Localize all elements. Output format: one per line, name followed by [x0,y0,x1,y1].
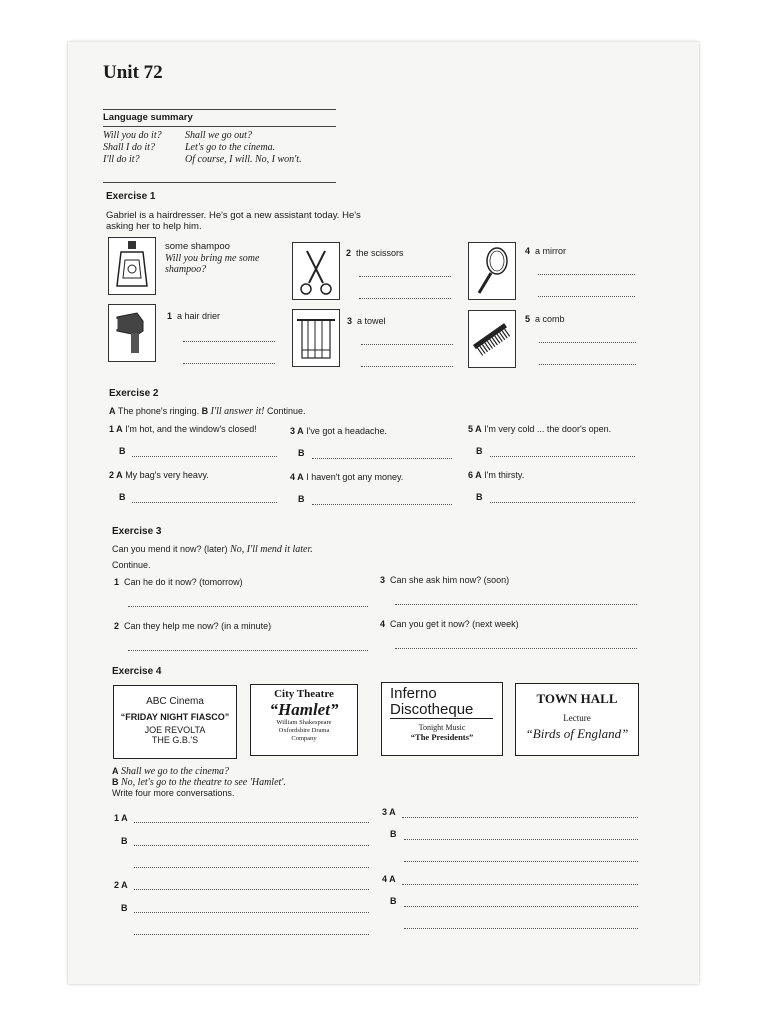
item-text: I'm thirsty. [484,470,525,480]
answer-line-2a[interactable] [134,889,369,890]
poster-line: Oxfordshire Drama [278,727,330,734]
summary-line: Let's go to the cinema. [185,142,276,153]
exercise3-item-1 [114,577,243,588]
item-number: 1 [114,577,120,587]
summary-line: Will you do it? [103,130,162,141]
answer-line-2b[interactable] [134,912,369,913]
exercise1-item-3 [347,316,386,327]
answer-line-1b[interactable] [134,845,369,846]
poster-main: “FRIDAY NIGHT FIASCO” [120,712,230,722]
exercise2-item-5 [468,424,611,435]
exercise2-item-3 [290,426,387,437]
poster-main: “The Presidents” [410,732,474,742]
poster-title: City Theatre [274,688,334,700]
item-text: Can she ask him now? (soon) [390,575,510,585]
answer-line-3a[interactable] [402,817,638,818]
poster-city-theatre [250,684,358,756]
b-label: B [119,492,126,502]
shampoo-bottle-icon [108,237,156,295]
answer-line-item-5a[interactable] [539,342,636,343]
item-number: 6 A [468,470,482,480]
unit-title: Unit 72 [103,62,163,83]
item-number: 2 [346,248,352,258]
poster-abc-cinema [113,685,237,759]
answer-line-3b[interactable] [404,839,638,840]
answer-line-item-6[interactable] [490,502,635,503]
item-text: I'm hot, and the window's closed! [125,424,257,434]
poster-title: ABC Cinema [146,696,204,707]
exercise2-item-6 [468,470,524,481]
exercise3-item-4 [380,619,519,630]
answer-line-item-1[interactable] [132,456,277,457]
answer-line-3c[interactable] [404,861,638,862]
mirror-icon [468,242,516,300]
instruction-text: Write four more conversations. [112,788,235,798]
poster-town-hall [515,683,639,756]
item-text: Can they help me now? (in a minute) [124,621,272,631]
answer-line-item-2[interactable] [132,502,277,503]
poster-main: “Hamlet” [269,700,339,719]
exercise1-intro [106,210,361,232]
b-label: B [298,494,305,504]
item-label: a comb [535,314,565,324]
item-number: 4 [380,619,386,629]
comb-icon [468,310,516,368]
item-label: a mirror [535,246,567,256]
summary-line: I'll do it? [103,154,140,165]
exercise1-item-5 [525,314,565,325]
speaker-label: B [390,896,397,906]
example-line: Shall we go to the cinema? [121,766,230,777]
item-number: 1 A [109,424,123,434]
hair-drier-icon [108,304,156,362]
summary-line: Shall I do it? [103,142,155,153]
speaker-label: B [390,829,397,839]
language-summary-heading: Language summary [103,112,193,123]
item-number: 5 A [468,424,482,434]
speaker-label: 3 A [382,807,396,817]
b-label: B [119,446,126,456]
item-number: 5 [525,314,531,324]
item-text: I haven't got any money. [306,472,404,482]
exercise1-example-answer [165,253,259,275]
b-label: B [476,446,483,456]
b-label: B [298,448,305,458]
answer-line-item-4b[interactable] [538,296,635,297]
poster-title: Inferno [390,685,437,702]
intro-line: asking her to help him. [106,221,202,232]
item-text: I'm very cold ... the door's open. [484,424,612,434]
answer-line-item-2[interactable] [128,650,368,651]
exercise3-example [112,544,313,555]
item-number: 3 [380,575,386,585]
answer-line-4c[interactable] [404,928,638,929]
item-text: Can he do it now? (tomorrow) [124,577,243,587]
poster-line: Tonight Music [418,723,466,732]
exercise1-item-4 [525,246,566,257]
item-number: 3 [347,316,353,326]
exercise2-heading: Exercise 2 [109,388,159,399]
divider [103,182,336,183]
continue-text: Continue. [112,560,151,570]
speaker-b: B [112,777,119,787]
summary-line: Of course, I will. No, I won't. [185,154,302,165]
answer-line-item-5[interactable] [490,456,635,457]
item-text: My bag's very heavy. [125,470,209,480]
exercise2-item-1 [109,424,257,435]
answer-line-item-3b[interactable] [361,366,453,367]
speaker-a: A [109,406,116,416]
towel-icon [292,309,340,367]
continue-text: Continue. [266,406,306,416]
answer-line-item-1a[interactable] [183,341,275,342]
answer-line: shampoo? [165,264,207,275]
exercise2-item-4 [290,472,403,483]
answer-line-item-1[interactable] [128,606,368,607]
answer-line-item-4[interactable] [395,648,637,649]
speaker-label: B [121,903,128,913]
poster-line: THE G.B.'S [151,735,199,745]
exercise4-heading: Exercise 4 [112,666,162,677]
answer-line-item-2b[interactable] [359,298,451,299]
speaker-label: 4 A [382,874,396,884]
poster-line: Company [291,735,317,742]
exercise4-example [112,766,286,799]
item-number: 2 A [109,470,123,480]
exercise2-example [109,406,306,417]
exercise1-example-item: some shampoo [165,241,230,252]
workbook-page [68,42,699,984]
exercise3-heading: Exercise 3 [112,526,162,537]
answer-line-1c[interactable] [134,867,369,868]
item-label: a hair drier [177,311,221,321]
intro-line: Gabriel is a hairdresser. He's got a new assistant today. He's [106,210,361,221]
answer-line-1a[interactable] [134,822,369,823]
b-label: B [476,492,483,502]
item-number: 1 [167,311,173,321]
answer-line-item-4a[interactable] [538,274,635,275]
example-answer: No, I'll mend it later. [230,544,313,555]
poster-line: JOE REVOLTA [144,725,206,735]
speaker-b: B [201,406,209,416]
item-text: Can you get it now? (next week) [390,619,519,629]
poster-main: “Birds of England” [525,726,629,741]
exercise1-heading: Exercise 1 [106,191,156,202]
example-prompt: The phone's ringing. [117,406,200,416]
answer-line-item-4[interactable] [312,504,452,505]
answer-line-item-1b[interactable] [183,363,275,364]
answer-line-item-3a[interactable] [361,344,453,345]
speaker-label: 2 A [114,880,128,890]
poster-line: Lecture [563,713,591,723]
item-number: 2 [114,621,120,631]
speaker-label: B [121,836,128,846]
speaker-a: A [112,766,119,776]
answer-line-4b[interactable] [404,906,638,907]
scissors-icon [292,242,340,300]
poster-line: William Shakespeare [276,719,332,726]
exercise1-item-1 [167,311,220,322]
exercise2-item-2 [109,470,209,481]
example-answer: I'll answer it! [210,406,265,417]
example-prompt: Can you mend it now? (later) [112,544,228,554]
item-label: the scissors [356,248,404,258]
item-number: 4 A [290,472,304,482]
poster-title: TOWN HALL [536,691,618,706]
poster-inferno-discotheque [381,682,503,756]
item-number: 3 A [290,426,304,436]
item-label: a towel [357,316,386,326]
answer-line-item-3[interactable] [312,458,452,459]
poster-title: Discotheque [390,702,493,719]
divider [103,109,336,110]
answer-line: Will you bring me some [165,253,260,264]
item-text: I've got a headache. [306,426,387,436]
answer-line-2c[interactable] [134,934,369,935]
answer-line-item-2a[interactable] [359,276,451,277]
summary-line: Shall we go out? [185,130,252,141]
answer-line-item-5b[interactable] [539,364,636,365]
summary-column-1 [103,130,162,166]
answer-line-4a[interactable] [402,884,638,885]
exercise3-item-2 [114,621,271,632]
speaker-label: 1 A [114,813,128,823]
answer-line-item-3[interactable] [395,604,637,605]
divider [103,126,336,127]
exercise1-item-2 [346,248,404,259]
example-line: No, let's go to the theatre to see 'Hamlet'. [121,777,286,788]
summary-column-2 [185,130,302,166]
item-number: 4 [525,246,531,256]
exercise3-item-3 [380,575,509,586]
